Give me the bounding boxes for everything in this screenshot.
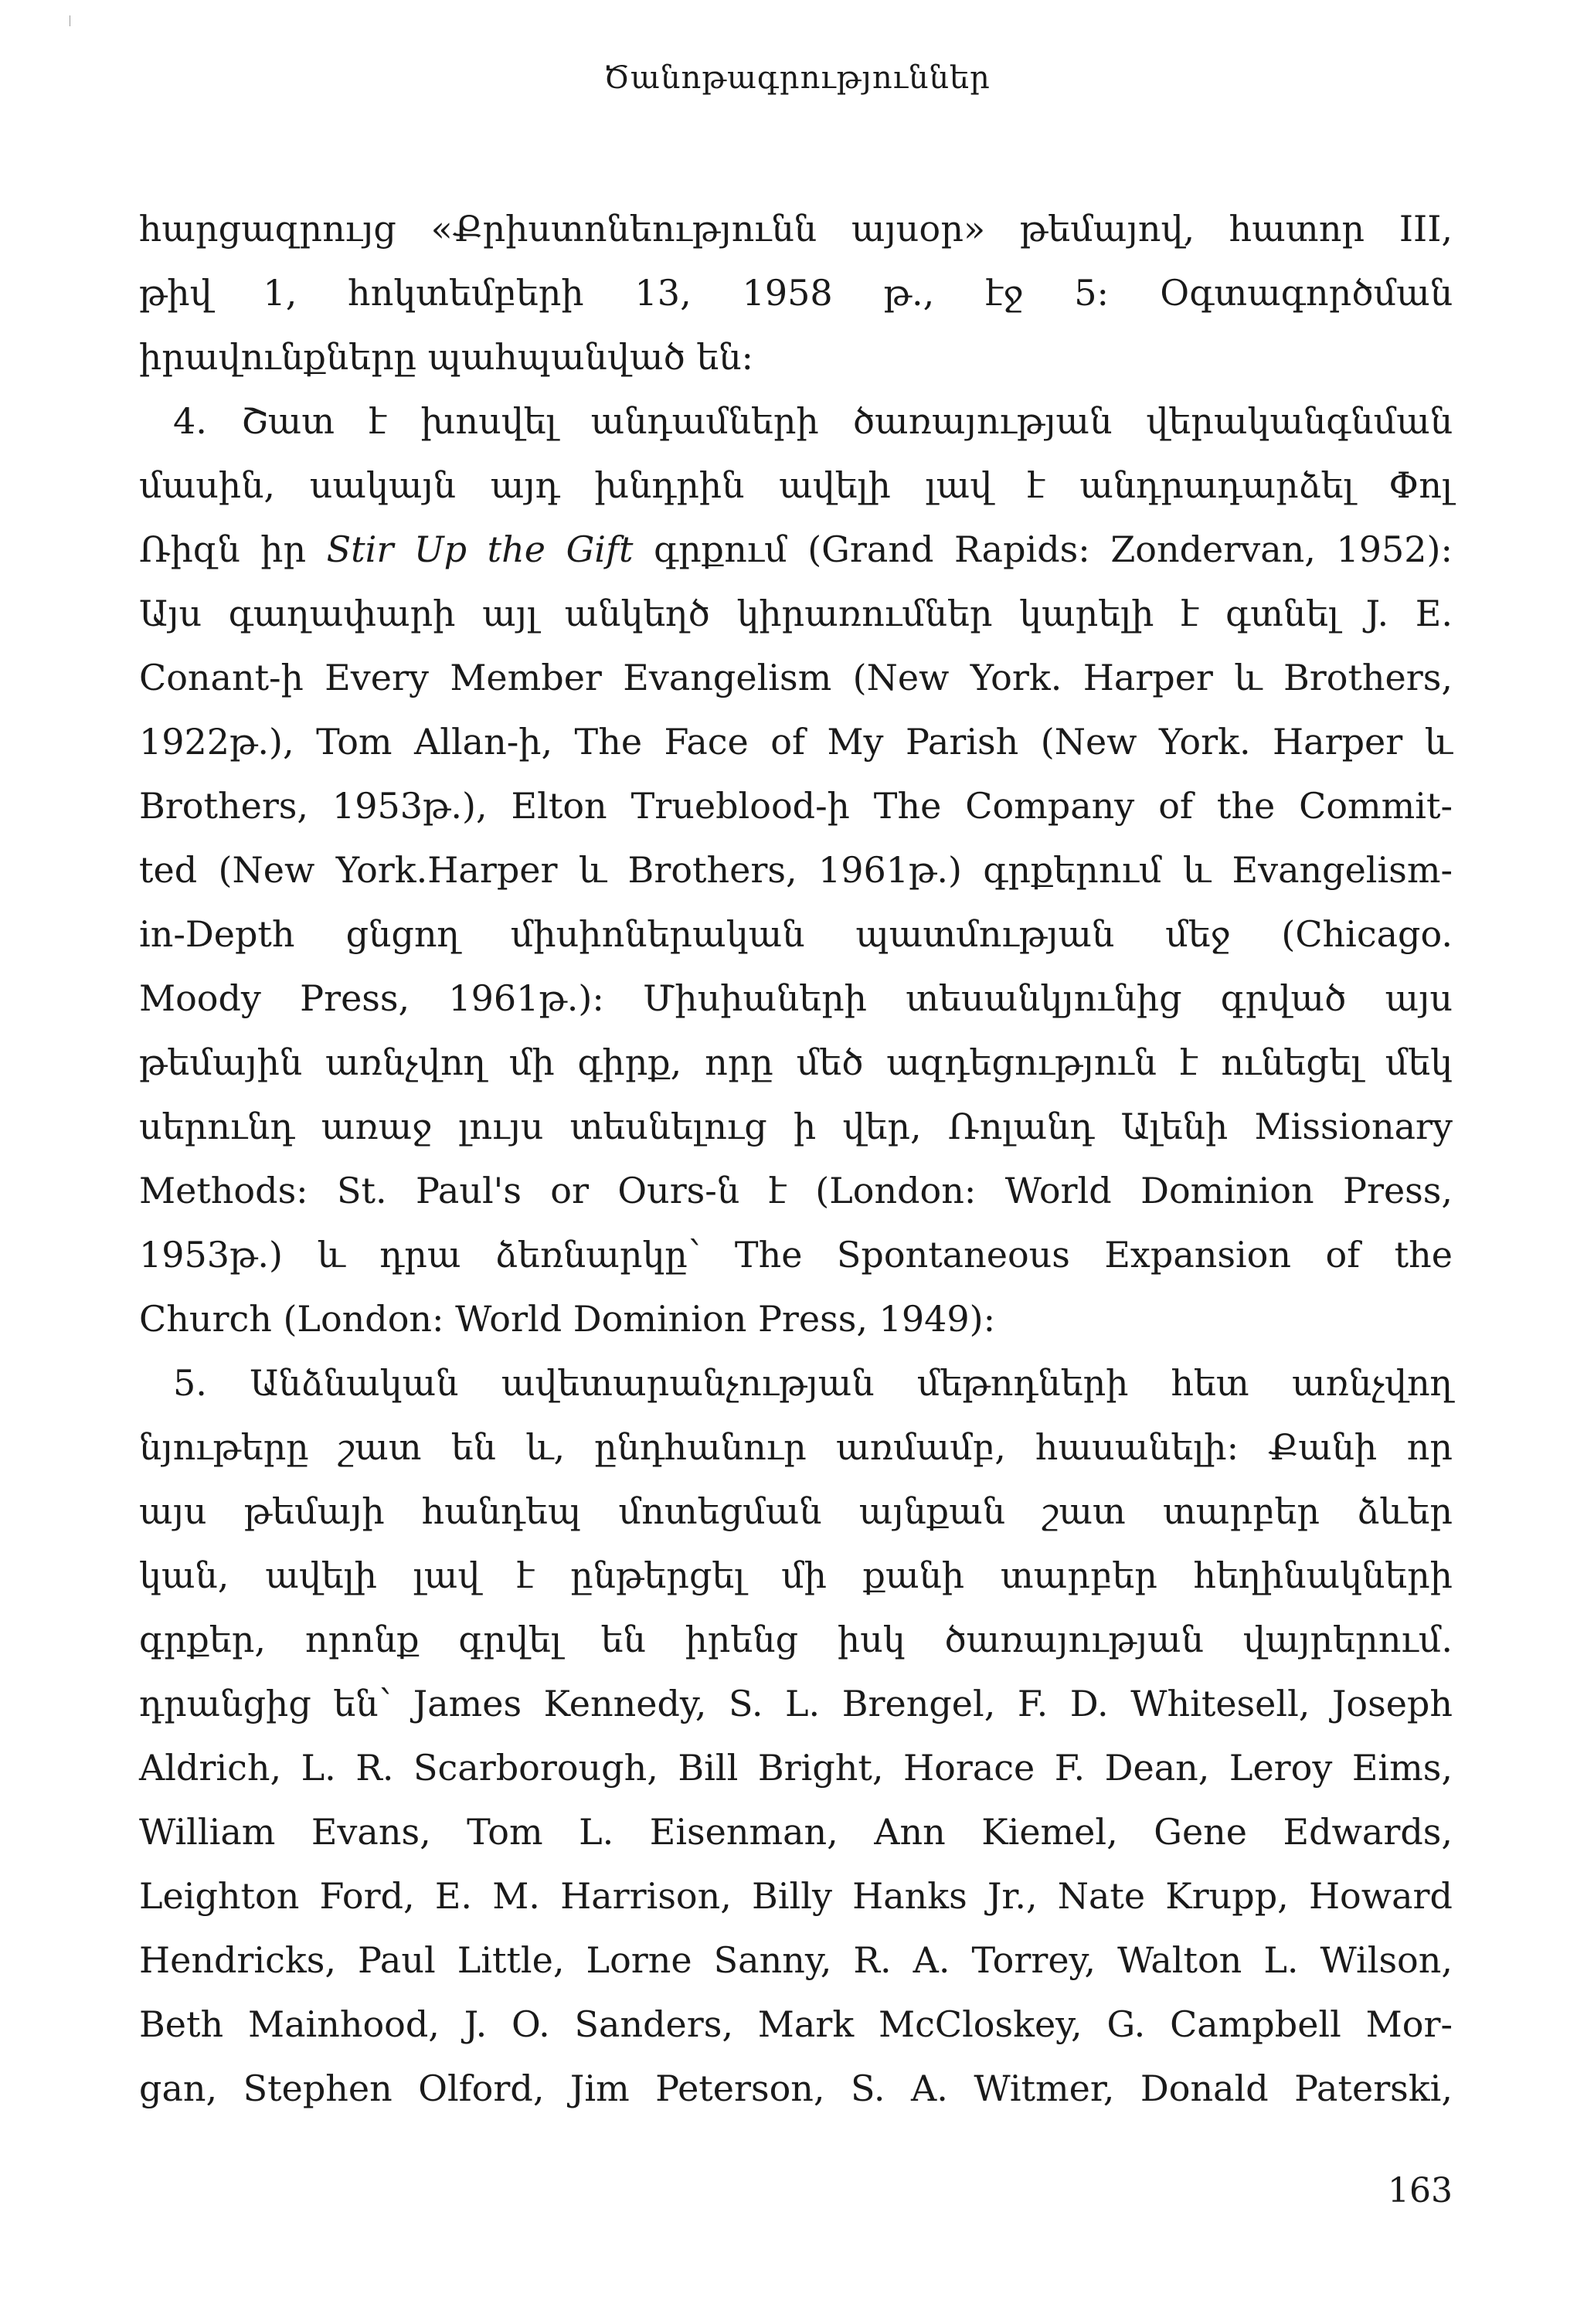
- text-line: մասին, սակայն այդ խնդրին ավելի լավ է անդրադարձել Փոլ: [139, 464, 1453, 506]
- notes-body: [139, 197, 1453, 2121]
- text-line: 5. Անձնական ավետարանչության մեթոդների հետ առնչվող: [173, 1362, 1453, 1404]
- text-line: Hendricks, Paul Little, Lorne Sanny, R. A. Torrey, Walton L. Wilson,: [139, 1939, 1453, 1981]
- text-line: նյութերը շատ են և, ընդհանուր առմամբ, հասանելի: Քանի որ: [139, 1426, 1453, 1468]
- text-line: 4. Շատ է խոսվել անդամների ծառայության վերականգնման: [173, 400, 1453, 442]
- text-line: կան, ավելի լավ է ընթերցել մի քանի տարբեր հեղինակների: [139, 1554, 1453, 1596]
- running-head: Ծանոթագրություններ: [603, 60, 991, 96]
- text-line: gan, Stephen Olford, Jim Peterson, S. A. Witmer, Donald Paterski,: [139, 2067, 1453, 2109]
- text-line: in-Depth ցնցող միսիոներական պատմության մեջ (Chicago.: [139, 913, 1453, 955]
- page-number: 163: [1388, 2171, 1453, 2210]
- text-line: իրավունքները պահպանված են:: [139, 336, 754, 378]
- text-line: Aldrich, L. R. Scarborough, Bill Bright, Horace F. Dean, Leroy Eims,: [139, 1747, 1453, 1789]
- text-line: Conant-ի Every Member Evangelism (New York. Harper և Brothers,: [139, 657, 1453, 698]
- text-line: գրքեր, որոնք գրվել են իրենց իսկ ծառայության վայրերում.: [139, 1619, 1453, 1660]
- text-line: այս թեմայի հանդեպ մոտեցման այնքան շատ տարբեր ձևեր: [139, 1490, 1453, 1532]
- text-line: Ռիզն իր Stir Up the Gift գրքում (Grand Rapids: Zondervan, 1952):: [139, 528, 1453, 570]
- text-line: Methods: St. Paul's or Ours-ն է (London: World Dominion Press,: [139, 1170, 1453, 1211]
- text-line: 1922թ.), Tom Allan-ի, The Face of My Parish (New York. Harper և: [139, 721, 1453, 763]
- text-line: թիվ 1, հոկտեմբերի 13, 1958 թ., էջ 5: Օգտագործման: [139, 272, 1453, 314]
- text-line: թեմային առնչվող մի գիրք, որը մեծ ազդեցություն է ունեցել մեկ: [139, 1041, 1453, 1083]
- text-line: դրանցից են՝ James Kennedy, S. L. Brengel, F. D. Whitesell, Joseph: [139, 1683, 1453, 1724]
- text-line: 1953թ.) և դրա ձեռնարկը՝ The Spontaneous Expansion of the: [139, 1234, 1453, 1276]
- text-line: ted (New York.Harper և Brothers, 1961թ.) գրքերում և Evangelism-: [139, 849, 1453, 891]
- text-line: Leighton Ford, E. M. Harrison, Billy Hanks Jr., Nate Krupp, Howard: [139, 1875, 1453, 1917]
- text-line: սերունդ առաջ լույս տեսնելուց ի վեր, Ռոլանդ Ալենի Missionary: [139, 1106, 1453, 1147]
- text-line: Brothers, 1953թ.), Elton Trueblood-ի The Company of the Commit-: [139, 785, 1453, 827]
- text-line: Moody Press, 1961թ.): Միսիաների տեսանկյունից գրված այս: [139, 977, 1453, 1019]
- text-line: William Evans, Tom L. Eisenman, Ann Kiemel, Gene Edwards,: [139, 1811, 1453, 1853]
- text-line: Church (London: World Dominion Press, 1949):: [139, 1298, 996, 1340]
- text-line: Այս գաղափարի այլ անկեղծ կիրառումներ կարելի է գտնել J. E.: [139, 593, 1453, 634]
- text-line: հարցազրույց «Քրիստոնեությունն այսօր» թեմայով, հատոր III,: [139, 208, 1453, 250]
- text-line: Beth Mainhood, J. O. Sanders, Mark McCloskey, G. Campbell Mor-: [139, 2003, 1453, 2045]
- book-title: Stir Up the Gift: [326, 528, 634, 570]
